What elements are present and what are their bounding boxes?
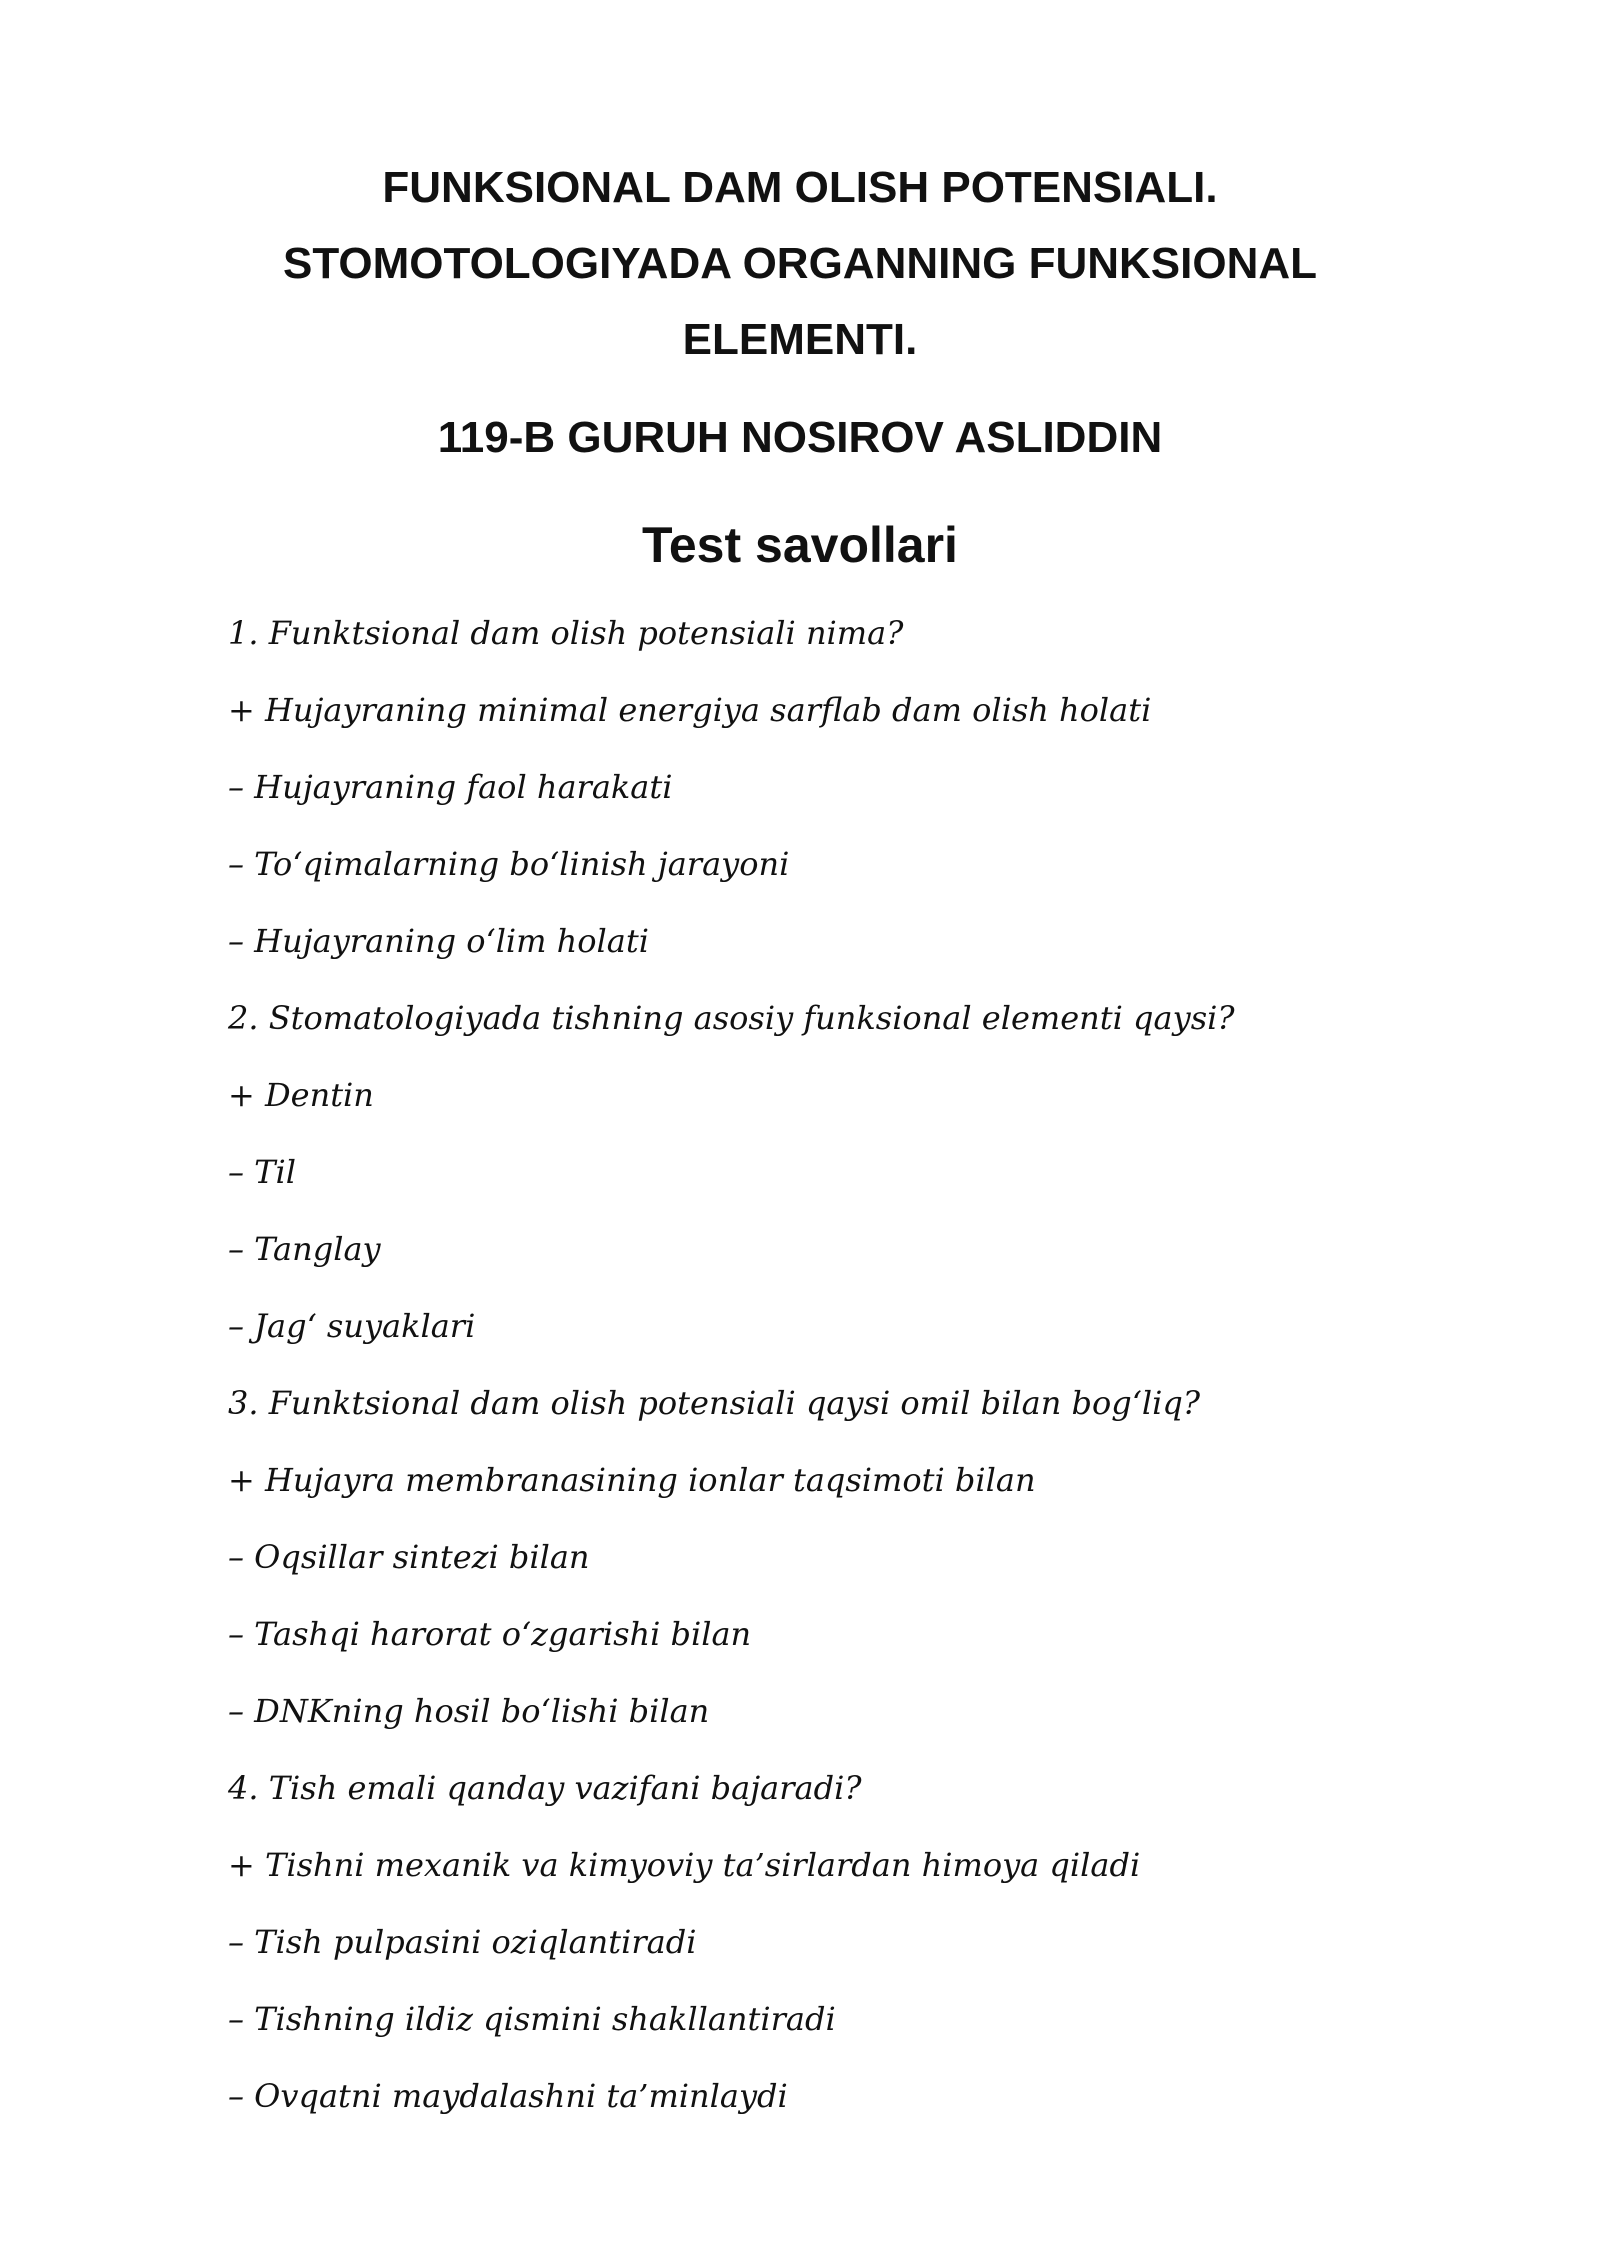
- answer-option: + Hujayraning minimal energiya sarflab dam olish holati: [228, 691, 1152, 729]
- document-title: [240, 150, 1360, 378]
- answer-option: – To‘qimalarning bo‘linish jarayoni: [228, 845, 790, 883]
- answer-option: – Hujayraning faol harakati: [228, 768, 673, 806]
- answer-option: – Oqsillar sintezi bilan: [228, 1538, 590, 1576]
- answer-option: + Tishni mexanik va kimyoviy ta’sirlardan himoya qiladi: [228, 1846, 1141, 1884]
- question-text: 1. Funktsional dam olish potensiali nima?: [228, 614, 904, 652]
- answer-option: – Tashqi harorat o‘zgarishi bilan: [228, 1615, 752, 1653]
- section-heading: Test savollari: [642, 517, 958, 573]
- quiz-list: [228, 603, 1428, 2143]
- answer-option: – Hujayraning o‘lim holati: [228, 922, 649, 960]
- title-line: FUNKSIONAL DAM OLISH POTENSIALI.: [382, 163, 1218, 212]
- answer-option: – Ovqatni maydalashni ta’minlaydi: [228, 2077, 788, 2115]
- title-line: STOMOTOLOGIYADA ORGANNING FUNKSIONAL: [282, 239, 1318, 288]
- answer-option: + Hujayra membranasining ionlar taqsimoti bilan: [228, 1461, 1036, 1499]
- title-line: ELEMENTI.: [682, 315, 918, 364]
- group-author: 119-B GURUH NOSIROV ASLIDDIN: [437, 413, 1163, 462]
- answer-option: – Til: [228, 1153, 296, 1191]
- answer-option: + Dentin: [228, 1076, 374, 1114]
- question-text: 3. Funktsional dam olish potensiali qaysi omil bilan bog‘liq?: [228, 1384, 1200, 1422]
- answer-option: – DNKning hosil bo‘lishi bilan: [228, 1692, 710, 1730]
- question-text: 2. Stomatologiyada tishning asosiy funksional elementi qaysi?: [228, 999, 1235, 1037]
- question-text: 4. Tish emali qanday vazifani bajaradi?: [228, 1769, 862, 1807]
- answer-option: – Jag‘ suyaklari: [228, 1307, 476, 1345]
- answer-option: – Tishning ildiz qismini shakllantiradi: [228, 2000, 836, 2038]
- answer-option: – Tish pulpasini oziqlantiradi: [228, 1923, 697, 1961]
- answer-option: – Tanglay: [228, 1230, 381, 1268]
